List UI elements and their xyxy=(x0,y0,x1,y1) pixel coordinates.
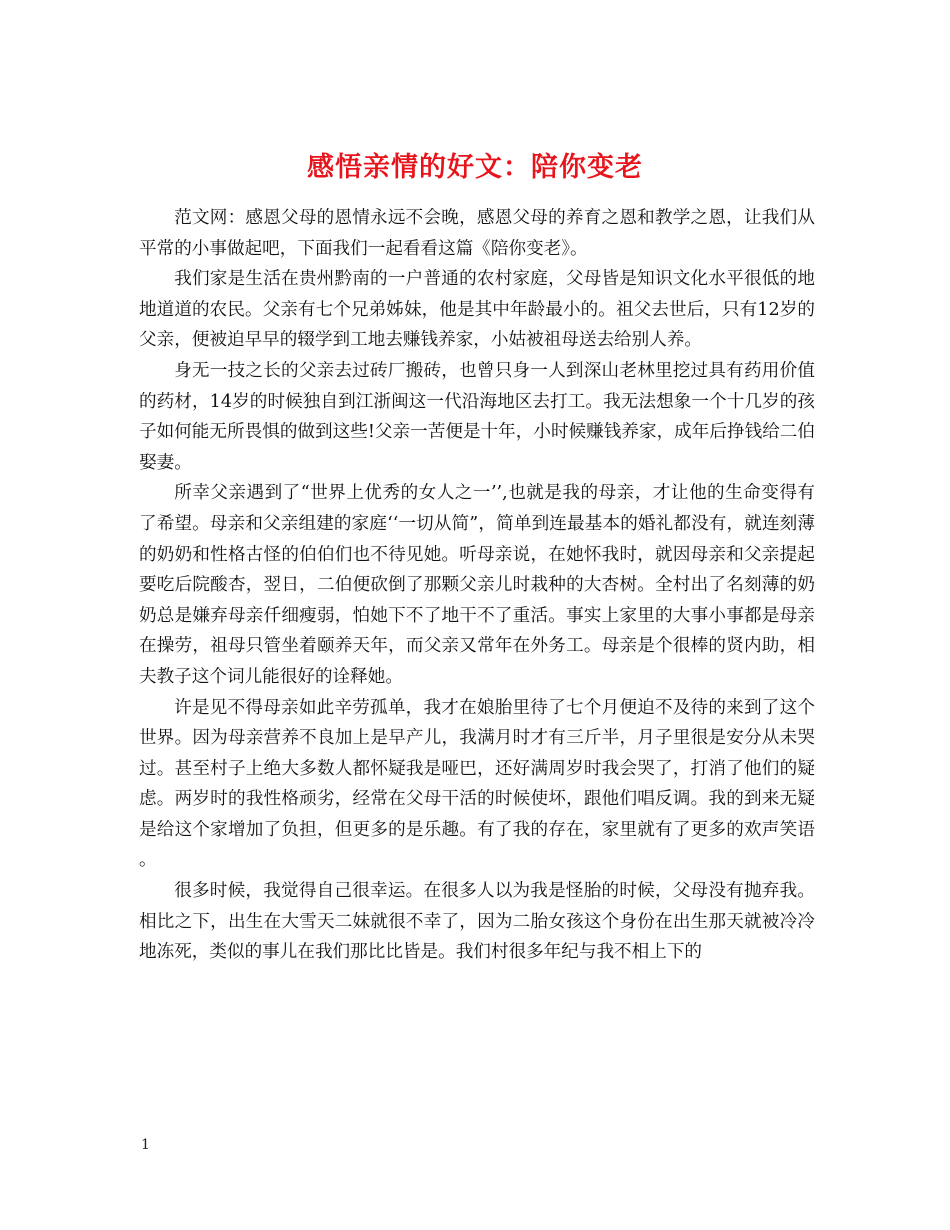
article-body xyxy=(139,203,815,968)
paragraph-intro: 范文网：感恩父母的恩情永远不会晚，感恩父母的养育之恩和教学之恩，让我们从平常的小事做起吧，下面我们一起看看这篇《陪你变老》。 xyxy=(139,208,815,259)
paragraph-father-work: 身无一技之长的父亲去过砖厂搬砖，也曾只身一人到深山老林里挖过具有药用价值的药材，14岁的时候独自到江浙闽这一代沿海地区去打工。我无法想象一个十几岁的孩子如何能无所畏惧的做到这些!父亲一苦便是十年，小时候赚钱养家，成年后挣钱给二伯娶妻。 xyxy=(139,360,815,473)
page-number: 1 xyxy=(141,1137,150,1153)
paragraph-fortune: 很多时候，我觉得自己很幸运。在很多人以为我是怪胎的时候，父母没有抛弃我。相比之下，出生在大雪天二妹就很不幸了，因为二胎女孩这个身份在出生那天就被冷冷地冻死，类似的事儿在我们那比比皆是。我们村很多年纪与我不相上下的 xyxy=(139,881,815,963)
paragraph-mother: 所幸父亲遇到了“世界上优秀的女人之一’’,也就是我的母亲，才让他的生命变得有了希望。母亲和父亲组建的家庭‘‘一切从简”，简单到连最基本的婚礼都没有，就连刻薄的奶奶和性格古怪的伯伯们也不待见她。听母亲说，在她怀我时，就因母亲和父亲提起要吃后院酸杏，翌日，二伯便砍倒了那颗父亲儿时栽种的大杏树。全村出了名刻薄的奶奶总是嫌弃母亲仟细瘦弱，怕她下不了地干不了重活。事实上家里的大事小事都是母亲在操劳，祖母只管坐着颐养天年，而父亲又常年在外务工。母亲是个很棒的贤内助，相夫教子这个词儿能很好的诠释她。 xyxy=(139,483,815,687)
page-title: 感悟亲情的好文：陪你变老 xyxy=(307,152,643,184)
paragraph-birth: 许是见不得母亲如此辛劳孤单，我才在娘胎里待了七个月便迫不及待的来到了这个世界。因为母亲营养不良加上是早产儿，我满月时才有三斤半，月子里很是安分从未哭过。甚至村子上绝大多数人都怀疑我是哑巴，还好满周岁时我会哭了，打消了他们的疑虑。两岁时的我性格顽劣，经常在父母干活的时候使坏，跟他们唱反调。我的到来无疑是给这个家增加了负担，但更多的是乐趣。有了我的存在，家里就有了更多的欢声笑语。 xyxy=(139,697,815,871)
paragraph-family-background: 我们家是生活在贵州黔南的一户普通的农村家庭，父母皆是知识文化水平很低的地地道道的农民。父亲有七个兄弟姊妹，他是其中年龄最小的。祖父去世后，只有12岁的父亲，便被迫早早的辍学到工地去赚钱养家，小姑被祖母送去给别人养。 xyxy=(139,269,815,351)
